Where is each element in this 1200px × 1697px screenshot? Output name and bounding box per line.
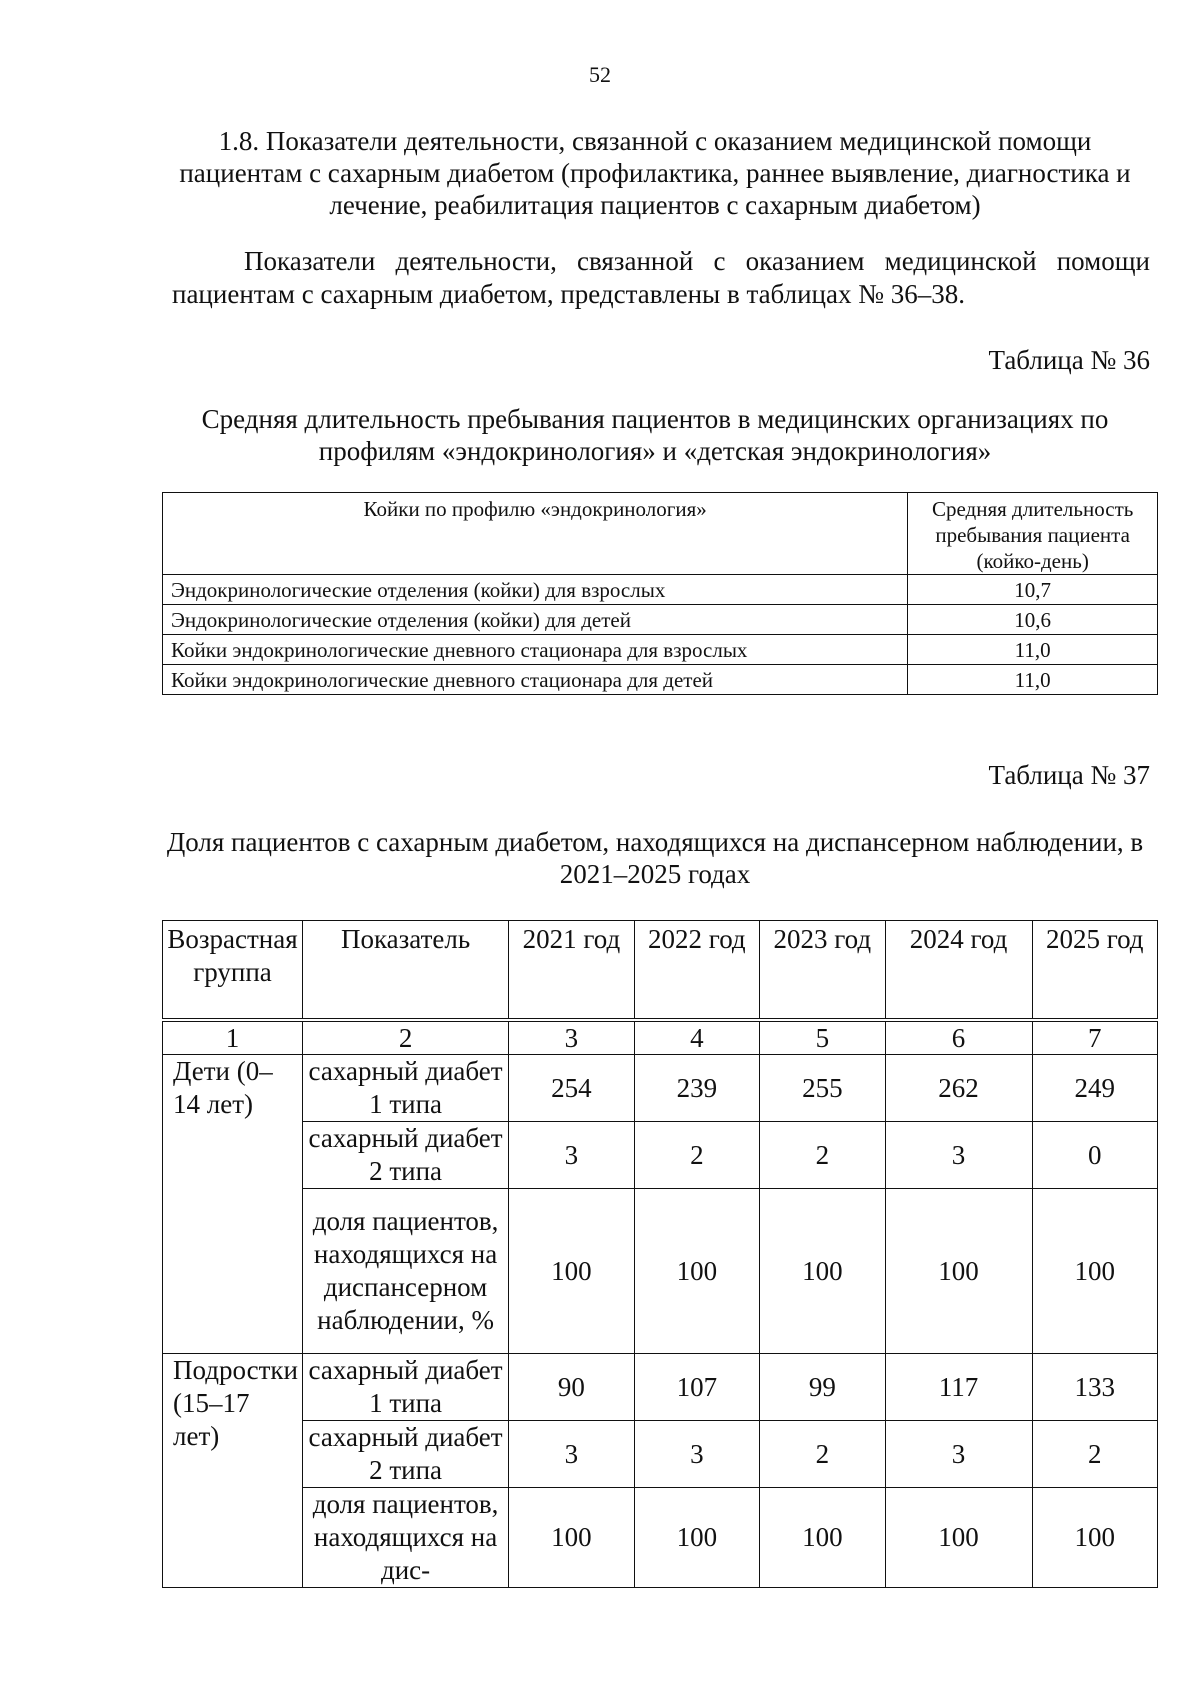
table-row bbox=[163, 1421, 1158, 1488]
table-36 bbox=[162, 492, 1158, 695]
table-header-row bbox=[163, 921, 1158, 1021]
table-row bbox=[163, 605, 1158, 635]
table-37 bbox=[162, 920, 1158, 1588]
table-row bbox=[163, 1354, 1158, 1421]
cell-value: 249 bbox=[1032, 1055, 1158, 1122]
cell-value: 100 bbox=[634, 1189, 759, 1354]
column-number: 5 bbox=[760, 1020, 885, 1055]
row-label: Койки эндокринологические дневного стационара для детей bbox=[163, 665, 908, 695]
cell-value: 262 bbox=[885, 1055, 1032, 1122]
table-36-title: Средняя длительность пребывания пациентов в медицинских организациях по профилям «эндокринология» и «детская эндокринология» bbox=[201, 404, 1109, 466]
age-group-label: Дети (0–14 лет) bbox=[163, 1055, 303, 1354]
page-number: 52 bbox=[589, 62, 611, 87]
column-header-2021: 2021 год bbox=[509, 921, 634, 1021]
row-label: Эндокринологические отделения (койки) для детей bbox=[163, 605, 908, 635]
cell-value: 2 bbox=[634, 1122, 759, 1189]
table-header-row bbox=[163, 493, 1158, 575]
column-number-row bbox=[163, 1020, 1158, 1055]
table-row bbox=[163, 1055, 1158, 1122]
row-label: Эндокринологические отделения (койки) для взрослых bbox=[163, 575, 908, 605]
indicator-label: сахарный диабет 1 типа bbox=[302, 1055, 508, 1122]
row-value: 11,0 bbox=[908, 635, 1158, 665]
cell-value: 254 bbox=[509, 1055, 634, 1122]
cell-value: 100 bbox=[509, 1189, 634, 1354]
row-value: 11,0 bbox=[908, 665, 1158, 695]
cell-value: 2 bbox=[760, 1421, 885, 1488]
column-header-indicator: Показатель bbox=[302, 921, 508, 1021]
table-37-title: Доля пациентов с сахарным диабетом, находящихся на диспансерном наблюдении, в 2021–2025 годах bbox=[166, 827, 1144, 889]
table-row bbox=[163, 1189, 1158, 1354]
column-number: 2 bbox=[302, 1020, 508, 1055]
column-number: 1 bbox=[163, 1020, 303, 1055]
row-value: 10,7 bbox=[908, 575, 1158, 605]
indicator-label: сахарный диабет 2 типа bbox=[302, 1122, 508, 1189]
cell-value: 3 bbox=[885, 1122, 1032, 1189]
table-row bbox=[163, 635, 1158, 665]
indicator-label: сахарный диабет 1 типа bbox=[302, 1354, 508, 1421]
column-header-age-group: Возрастная группа bbox=[163, 921, 303, 1021]
cell-value: 100 bbox=[509, 1488, 634, 1588]
cell-value: 2 bbox=[1032, 1421, 1158, 1488]
cell-value: 100 bbox=[1032, 1189, 1158, 1354]
indicator-label: доля пациентов, находящихся на дис- bbox=[302, 1488, 508, 1588]
cell-value: 100 bbox=[760, 1488, 885, 1588]
cell-value: 2 bbox=[760, 1122, 885, 1189]
cell-value: 0 bbox=[1032, 1122, 1158, 1189]
section-heading: 1.8. Показатели деятельности, связанной с оказанием медицинской помощи пациентам с сахарным диабетом (профилактика, раннее выявление, диагностика и лечение, реабилитация пациентов с сахарным диабетом) bbox=[179, 126, 1131, 220]
table-36-number: Таблица № 36 bbox=[988, 345, 1150, 375]
age-group-label: Подростки (15–17 лет) bbox=[163, 1354, 303, 1588]
cell-value: 133 bbox=[1032, 1354, 1158, 1421]
cell-value: 3 bbox=[509, 1122, 634, 1189]
cell-value: 100 bbox=[760, 1189, 885, 1354]
cell-value: 3 bbox=[885, 1421, 1032, 1488]
cell-value: 100 bbox=[885, 1189, 1032, 1354]
cell-value: 3 bbox=[634, 1421, 759, 1488]
cell-value: 100 bbox=[634, 1488, 759, 1588]
indicator-label: сахарный диабет 2 типа bbox=[302, 1421, 508, 1488]
column-header-2022: 2022 год bbox=[634, 921, 759, 1021]
row-value: 10,6 bbox=[908, 605, 1158, 635]
indicator-label: доля пациентов, находящихся на диспансерном наблюдении, % bbox=[302, 1189, 508, 1354]
column-header-2025: 2025 год bbox=[1032, 921, 1158, 1021]
cell-value: 99 bbox=[760, 1354, 885, 1421]
cell-value: 3 bbox=[509, 1421, 634, 1488]
table-row bbox=[163, 1122, 1158, 1189]
row-label: Койки эндокринологические дневного стационара для взрослых bbox=[163, 635, 908, 665]
cell-value: 117 bbox=[885, 1354, 1032, 1421]
cell-value: 107 bbox=[634, 1354, 759, 1421]
cell-value: 100 bbox=[1032, 1488, 1158, 1588]
column-number: 4 bbox=[634, 1020, 759, 1055]
cell-value: 90 bbox=[509, 1354, 634, 1421]
cell-value: 239 bbox=[634, 1055, 759, 1122]
intro-paragraph: Показатели деятельности, связанной с оказанием медицинской помощи пациентам с сахарным диабетом, представлены в таблицах № 36–38. bbox=[172, 246, 1150, 309]
column-number: 6 bbox=[885, 1020, 1032, 1055]
column-header-avg-stay: Средняя длительность пребывания пациента (койко-день) bbox=[908, 493, 1158, 575]
column-number: 3 bbox=[509, 1020, 634, 1055]
cell-value: 255 bbox=[760, 1055, 885, 1122]
column-header-2024: 2024 год bbox=[885, 921, 1032, 1021]
column-header-beds: Койки по профилю «эндокринология» bbox=[163, 493, 908, 575]
table-37-number: Таблица № 37 bbox=[988, 760, 1150, 790]
table-row bbox=[163, 1488, 1158, 1588]
column-header-2023: 2023 год bbox=[760, 921, 885, 1021]
cell-value: 100 bbox=[885, 1488, 1032, 1588]
table-row bbox=[163, 665, 1158, 695]
table-row bbox=[163, 575, 1158, 605]
column-number: 7 bbox=[1032, 1020, 1158, 1055]
